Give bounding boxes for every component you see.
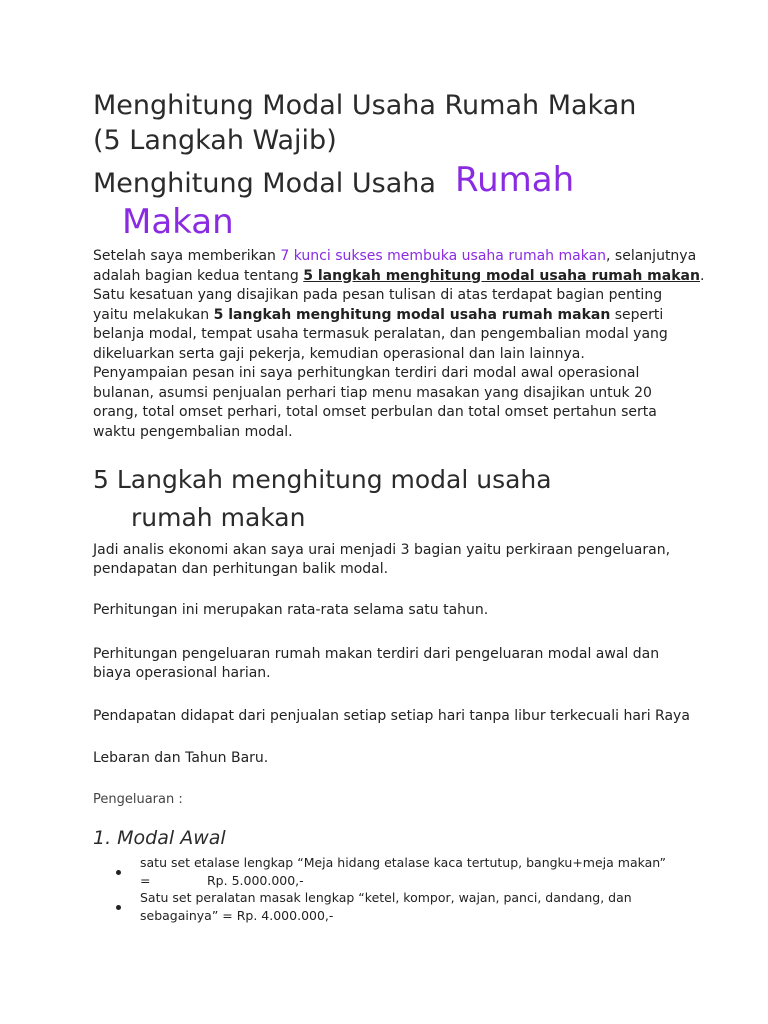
section-heading-line1: 5 Langkah menghitung modal usaha <box>93 465 552 494</box>
bold-phrase: 5 langkah menghitung modal usaha rumah makan <box>213 306 611 323</box>
section-para-5: Lebaran dan Tahun Baru. <box>93 750 269 766</box>
link-7-kunci-sukses[interactable]: 7 kunci sukses membuka usaha rumah makan <box>280 248 607 264</box>
intro-line-10: waktu pengembalian modal. <box>93 423 293 440</box>
intro-text: adalah bagian kedua tentang <box>93 267 304 284</box>
intro-line-8: bulanan, asumsi penjualan perhari tiap menu masakan yang disajikan untuk 20 <box>93 384 652 401</box>
section-para-3-line2: biaya operasional harian. <box>93 665 271 681</box>
section-para-2: Perhitungan ini merupakan rata-rata selama satu tahun. <box>93 602 489 618</box>
intro-line-1 <box>93 247 697 267</box>
list-item-1-eq: = <box>140 873 151 888</box>
intro-line-9: orang, total omset perhari, total omset perbulan dan total omset pertahun serta <box>93 404 657 420</box>
intro-text: yaitu melakukan <box>93 306 214 323</box>
intro-line-2 <box>93 267 705 287</box>
intro-line-3: Satu kesatuan yang disajikan pada pesan tulisan di atas terdapat bagian penting <box>93 287 663 303</box>
list-item-1-price: Rp. 5.000.000,- <box>207 873 304 888</box>
intro-text: Setelah saya memberikan <box>93 248 281 264</box>
list-item-2-line1: Satu set peralatan masak lengkap “ketel, kompor, wajan, panci, dandang, dan <box>140 890 632 905</box>
page-title-line1: Menghitung Modal Usaha Rumah Makan <box>93 90 637 121</box>
intro-line-5: belanja modal, tempat usaha termasuk peralatan, dan pengembalian modal yang <box>93 326 668 342</box>
intro-text: seperti <box>610 306 664 323</box>
bullet-dot <box>116 860 121 879</box>
section-para-3-line1: Perhitungan pengeluaran rumah makan terdiri dari pengeluaran modal awal dan <box>93 646 660 662</box>
intro-text: . <box>699 267 705 284</box>
list-item-2-line2: sebagainya” = Rp. 4.000.000,- <box>140 908 334 923</box>
pengeluaran-label: Pengeluaran : <box>93 792 183 807</box>
page-title-line2: (5 Langkah Wajib) <box>93 125 337 156</box>
link-5-langkah[interactable]: 5 langkah menghitung modal usaha rumah makan <box>303 267 700 284</box>
intro-line-6: dikeluarkan serta gaji pekerja, kemudian operasional dan lain lainnya. <box>93 345 585 362</box>
list-item-1-line1: satu set etalase lengkap “Meja hidang etalase kaca tertutup, bangku+meja makan” <box>140 855 667 870</box>
bullet-dot <box>116 895 121 914</box>
subtitle-accent-line1: Rumah <box>455 160 575 200</box>
intro-text: , selanjutnya <box>606 248 697 264</box>
intro-line-4 <box>93 306 693 326</box>
section-para-1-line1: Jadi analis ekonomi akan saya urai menjadi 3 bagian yaitu perkiraan pengeluaran, <box>93 542 671 558</box>
section-para-1-line2: pendapatan dan perhitungan balik modal. <box>93 561 389 577</box>
intro-paragraph <box>93 247 705 442</box>
subtitle-plain: Menghitung Modal Usaha <box>93 168 436 199</box>
intro-line-7: Penyampaian pesan ini saya perhitungkan terdiri dari modal awal operasional <box>93 365 640 381</box>
subtitle-accent-line2: Makan <box>122 202 234 242</box>
section-para-4: Pendapatan didapat dari penjualan setiap setiap hari tanpa libur terkecuali hari Raya <box>93 708 690 724</box>
section-heading-line2: rumah makan <box>131 503 306 532</box>
modal-awal-heading: 1. Modal Awal <box>93 827 226 849</box>
